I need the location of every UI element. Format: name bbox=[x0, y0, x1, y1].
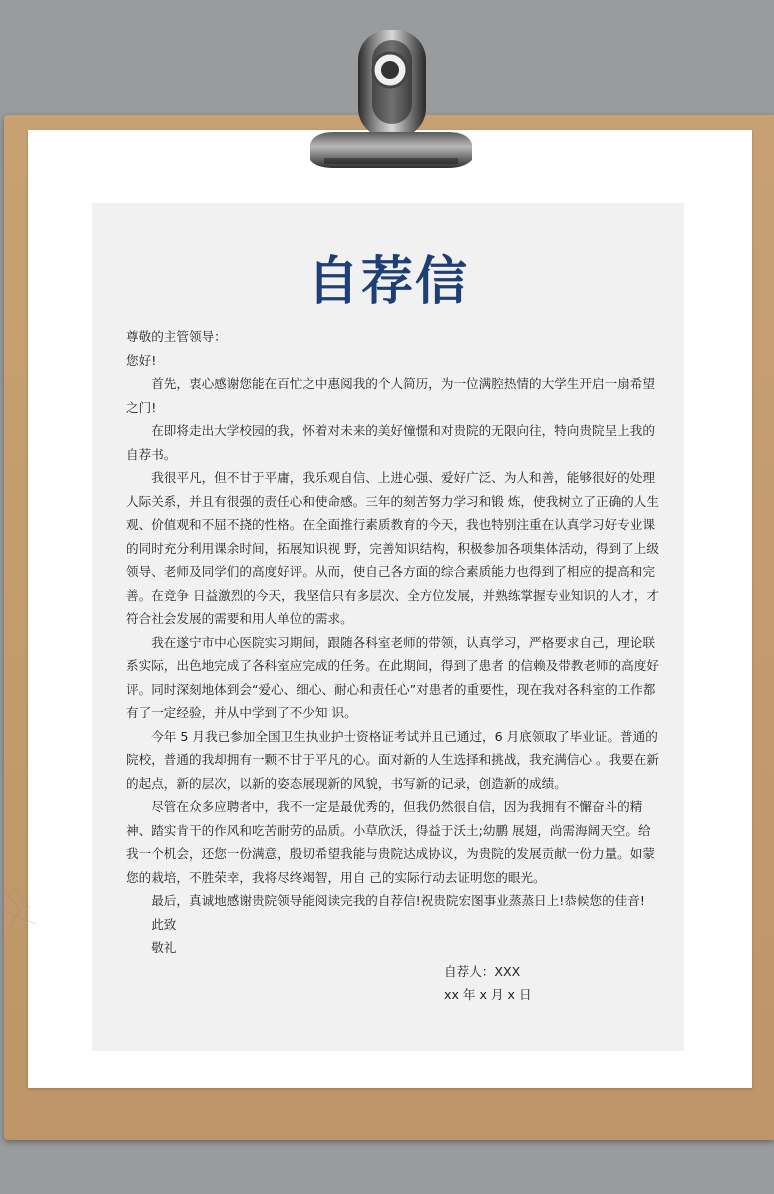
closing-1: 此致 bbox=[151, 916, 177, 932]
date: xx 年 x 月 x 日 bbox=[444, 987, 532, 1002]
greeting: 您好! bbox=[126, 352, 157, 368]
letter-body bbox=[126, 325, 662, 1007]
watermark-icon bbox=[0, 880, 40, 940]
closing-2: 敬礼 bbox=[151, 940, 177, 955]
paragraph-7: 最后，真诚地感谢贵院领导能阅读完我的自荐信!祝贵院宏图事业蒸蒸日上!恭候您的佳音! bbox=[151, 893, 645, 908]
paragraph-1: 首先，衷心感谢您能在百忙之中惠阅我的个人简历，为一位满腔热情的大学生开启一扇希望之门! bbox=[126, 376, 655, 415]
letter-sheet bbox=[92, 203, 684, 1051]
paragraph-6: 尽管在众多应聘者中，我不一定是最优秀的，但我仍然很自信，因为我拥有不懈奋斗的精神、踏实肯干的作风和吃苦耐劳的品质。小草欣沃，得益于沃土;幼鹏 展翅，尚需海阔天空。给我一个机会，还您一份满意，殷切希望我能与贵院达成协议，为贵院的发展贡献一份力量。如蒙您的栽培，不胜荣幸，我将尽终竭智，用自 己的实际行动去证明您的眼光。 bbox=[126, 799, 655, 885]
signer: 自荐人：XXX bbox=[444, 963, 521, 979]
paragraph-4: 我在遂宁市中心医院实习期间，跟随各科室老师的带领，认真学习，严格要求自己，理论联系实际，出色地完成了各科室应完成的任务。在此期间，得到了患者 的信赖及带教老师的高度好评。同时深刻地体到会“爱心、细心、耐心和责任心”对患者的重要性，现在我对各科室的工作都有了一定经验，并从中学到了不少知 识。 bbox=[126, 634, 659, 720]
page-title: 自荐信 bbox=[306, 252, 469, 312]
paragraph-5: 今年 5 月我已参加全国卫生执业护士资格证考试并且已通过，6 月底领取了毕业证。普通的院校，普通的我却拥有一颗不甘于平凡的心。面对新的人生选择和挑战，我充满信心 。我要在新的起点，新的层次，以新的姿态展现新的风貌，书写新的记录，创造新的成绩。 bbox=[126, 728, 659, 791]
binder-clip-icon bbox=[304, 28, 478, 178]
paragraph-2: 在即将走出大学校园的我，怀着对未来的美好憧憬和对贵院的无限向往，特向贵院呈上我的自荐书。 bbox=[126, 423, 655, 462]
salutation: 尊敬的主管领导： bbox=[126, 329, 227, 344]
paragraph-3: 我很平凡，但不甘于平庸，我乐观自信、上进心强、爱好广泛、为人和善，能够很好的处理人际关系，并且有很强的责任心和使命感。三年的刻苦努力学习和锻 炼，使我树立了正确的人生观、价值观和不屈不挠的性格。在全面推行素质教育的今天，我也特别注重在认真学习好专业课的同时充分利用课余时间，拓展知识视 野，完善知识结构，积极参加各项集体活动，得到了上级领导、老师及同学们的高度好评。从而，使自己各方面的综合素质能力也得到了相应的提高和完善。在竞争 日益激烈的今天，我坚信只有多层次、全方位发展，并熟练掌握专业知识的人才，才符合社会发展的需要和用人单位的需求。 bbox=[126, 470, 659, 626]
